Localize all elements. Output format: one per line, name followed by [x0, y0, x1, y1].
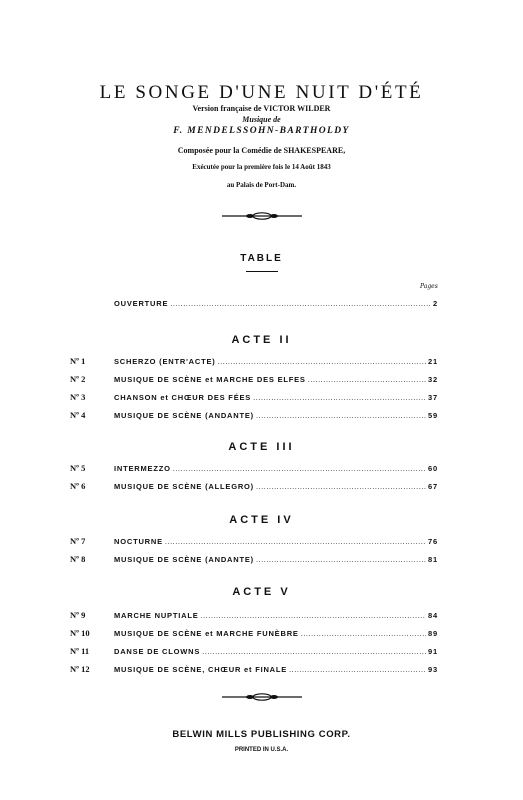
entry-number: Nº 11 [70, 646, 90, 656]
entry-page: 60 [428, 464, 438, 473]
entry-page: 93 [428, 665, 438, 674]
entry-page: 59 [428, 411, 438, 420]
leader-dots [165, 537, 426, 546]
entry-page: 21 [428, 357, 438, 366]
entry-number: Nº 8 [70, 554, 86, 564]
entry-number: Nº 5 [70, 463, 86, 473]
premiere-line: Exécutée pour la première fois le 14 Août 1843 [192, 163, 331, 171]
leader-dots [256, 482, 426, 491]
leader-dots [289, 665, 426, 674]
heading-rule [246, 271, 278, 272]
ornament-divider-bottom [222, 692, 302, 702]
entry-page: 32 [428, 375, 438, 384]
entry-number: Nº 12 [70, 664, 90, 674]
leader-dots [218, 357, 426, 366]
entry-number: Nº 9 [70, 610, 86, 620]
entry-number: Nº 2 [70, 374, 86, 384]
toc-entry [114, 464, 438, 473]
leader-dots [202, 647, 426, 656]
entry-title: MUSIQUE DE SCÈNE (ANDANTE) [114, 555, 254, 564]
entry-title: MUSIQUE DE SCÈNE (ALLEGRO) [114, 482, 254, 491]
entry-number: Nº 4 [70, 410, 86, 420]
entry-number: Nº 7 [70, 536, 86, 546]
entry-page: 76 [428, 537, 438, 546]
act-heading: ACTE IV [229, 514, 294, 526]
entry-title: SCHERZO (ENTR'ACTE) [114, 357, 216, 366]
entry-title: NOCTURNE [114, 537, 163, 546]
toc-entry [114, 665, 438, 674]
toc-entry [114, 482, 438, 491]
entry-title: DANSE DE CLOWNS [114, 647, 201, 656]
leader-dots [201, 611, 427, 620]
toc-entry [114, 611, 438, 620]
entry-title: INTERMEZZO [114, 464, 171, 473]
leader-dots [301, 629, 426, 638]
composer-name: F. MENDELSSOHN-BARTHOLDY [173, 126, 350, 136]
entry-title: MUSIQUE DE SCÈNE, CHŒUR et FINALE [114, 665, 288, 674]
leader-dots [256, 555, 426, 564]
publisher-name: BELWIN MILLS PUBLISHING CORP. [172, 729, 351, 740]
entry-page: 89 [428, 629, 438, 638]
entry-page: 37 [428, 393, 438, 402]
entry-page: 84 [428, 611, 438, 620]
toc-entry-overture [114, 299, 438, 308]
venue-line: au Palais de Port-Dam. [226, 181, 297, 189]
table-heading: TABLE [240, 253, 283, 264]
act-heading: ACTE III [228, 441, 295, 453]
entry-number: Nº 1 [70, 356, 86, 366]
toc-entry [114, 357, 438, 366]
act-heading: ACTE V [232, 586, 291, 598]
entry-title: MUSIQUE DE SCÈNE (ANDANTE) [114, 411, 254, 420]
entry-page: 81 [428, 555, 438, 564]
ornament-divider-top [222, 211, 302, 221]
entry-page: 67 [428, 482, 438, 491]
entry-page: 91 [428, 647, 438, 656]
act-heading: ACTE II [231, 334, 292, 346]
toc-entry [114, 411, 438, 420]
printed-in: PRINTED IN U.S.A. [234, 747, 289, 753]
toc-entry [114, 647, 438, 656]
toc-entry [114, 537, 438, 546]
toc-entry [114, 555, 438, 564]
entry-title: MUSIQUE DE SCÈNE et MARCHE DES ELFES [114, 375, 306, 384]
leader-dots [308, 375, 426, 384]
leader-dots [170, 299, 431, 308]
musique-de-label: Musique de [242, 115, 281, 124]
entry-number: Nº 6 [70, 481, 86, 491]
entry-number: Nº 10 [70, 628, 90, 638]
entry-title: MARCHE NUPTIALE [114, 611, 199, 620]
pages-label: Pages [420, 283, 438, 290]
entry-page: 2 [433, 299, 438, 308]
entry-number: Nº 3 [70, 392, 86, 402]
toc-entry [114, 375, 438, 384]
toc-entry [114, 629, 438, 638]
page-title: LE SONGE D'UNE NUIT D'ÉTÉ [99, 82, 424, 103]
entry-title: CHANSON et CHŒUR DES FÉES [114, 393, 252, 402]
entry-title: OUVERTURE [114, 299, 169, 308]
entry-title: MUSIQUE DE SCÈNE et MARCHE FUNÈBRE [114, 629, 299, 638]
leader-dots [253, 393, 426, 402]
leader-dots [256, 411, 426, 420]
composed-for-line: Composée pour la Comédie de SHAKESPEARE, [177, 146, 346, 155]
translation-credit: Version française de VICTOR WILDER [192, 104, 331, 113]
toc-entry [114, 393, 438, 402]
leader-dots [173, 464, 426, 473]
